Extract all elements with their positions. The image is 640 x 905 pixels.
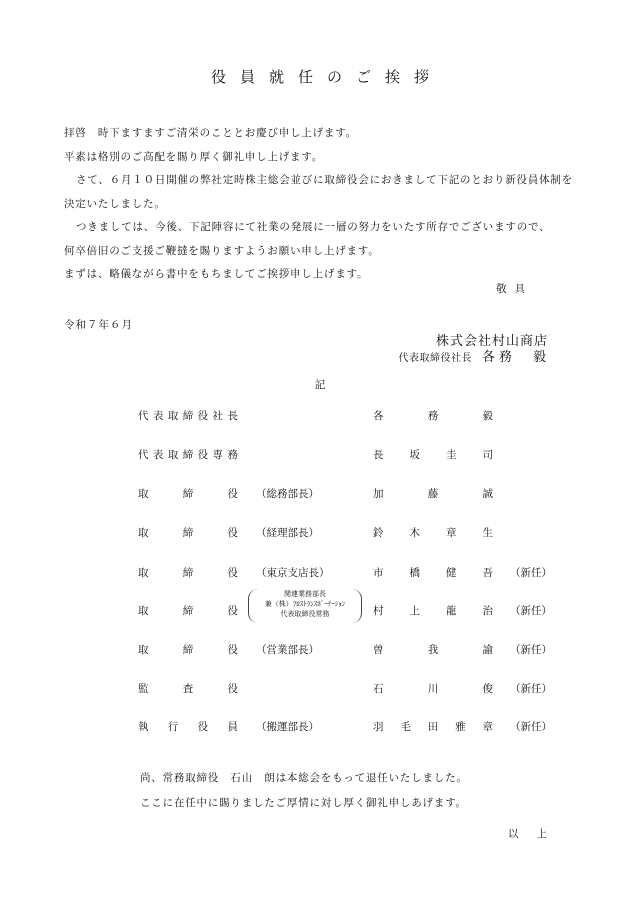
officer-row [0,642,640,662]
date: 令和７年６月 [64,319,133,331]
officer-dept: （経理部長） [256,527,319,539]
greeting-line-5: つきましては、今後、下記陣容にて社業の発展に一層の努力をいたす所存でございますので、 [76,221,551,233]
officer-dept-bracket: 関連業務部長 兼（株）ﾌﾛｽﾄﾗﾝｽﾎﾟｰﾃｰｼｮﾝ 代表取締役常務 [248,589,362,623]
officer-name: 曽 我 諭 [373,644,493,656]
closing-line-1: 尚、常務取締役 石山 朗は本総会をもって退任いたしました。 [140,772,468,784]
officer-row [0,486,640,506]
representative-line [398,346,550,365]
officer-position: 取 締 役 [138,567,238,579]
officer-name: 加 藤 誠 [373,488,493,500]
officer-position: 監 査 役 [138,683,238,695]
officer-row [0,719,640,739]
representative-name: 各務 毅 [481,350,550,365]
officer-position: 代 表 取 締 役 専 務 [138,449,238,461]
officer-dept: （営業部長） [256,644,319,656]
officer-name: 各 務 毅 [373,410,493,422]
officer-note: （新任） [510,683,552,695]
officer-dept: （搬運部長） [256,721,319,733]
ki-marker: 記 [314,379,326,391]
officer-name: 村 上 龍 治 [373,605,493,617]
officer-note: （新任） [510,721,552,733]
officer-note: （新任） [510,605,552,617]
officer-position: 取 締 役 [138,605,238,617]
greeting-line-1: 拝啓 時下ますますご清栄のこととお慶び申し上げます。 [64,127,357,139]
officer-row [0,408,640,428]
company-name: 株式会社村山商店 [435,334,548,349]
officer-row [0,681,640,701]
officer-name: 市 橋 健 吾 [373,567,493,579]
greeting-line-3: さて、６月１０日開催の弊社定時株主総会並びに取締役会におきまして下記のとおり新役員体制を [76,174,573,186]
document-title: 役員就任のご挨拶 [210,68,443,86]
keigu: 敬具 [496,283,533,295]
officer-position: 取 締 役 [138,644,238,656]
representative-title: 代表取締役社長 [398,353,472,364]
officer-row [0,590,640,623]
officer-note: （新任） [510,567,552,579]
officer-position: 執 行 役 員 [138,721,238,733]
greeting-line-4: 決定いたしました。 [64,198,166,210]
officer-position: 代 表 取 締 役 社 長 [138,410,238,422]
greeting-line-2: 平素は格別のご高配を賜り厚く御礼申し上げます。 [64,151,324,163]
greeting-line-6: 何卒倍旧のご支援ご鞭撻を賜りますようお願い申し上げます。 [64,245,380,257]
officer-dept: （東京支店長） [256,567,330,579]
greeting-line-7: まずは、略儀ながら書中をもちましてご挨拶申し上げます。 [64,268,369,280]
officer-position: 取 締 役 [138,488,238,500]
officer-note: （新任） [510,644,552,656]
officer-position: 取 締 役 [138,527,238,539]
officer-name: 長 坂 圭 司 [373,449,493,461]
officer-name: 石 川 俊 [373,683,493,695]
ijou: 以上 [508,828,565,840]
officer-dept: （総務部長） [256,488,319,500]
officer-row [0,447,640,467]
closing-line-2: ここに在任中に賜りましたご厚情に対し厚く御礼申しあげます。 [140,797,467,809]
officer-name: 鈴 木 章 生 [373,527,493,539]
officer-row [0,525,640,545]
officer-name: 羽 毛 田 雅 章 [373,721,493,733]
officer-row [0,565,640,585]
